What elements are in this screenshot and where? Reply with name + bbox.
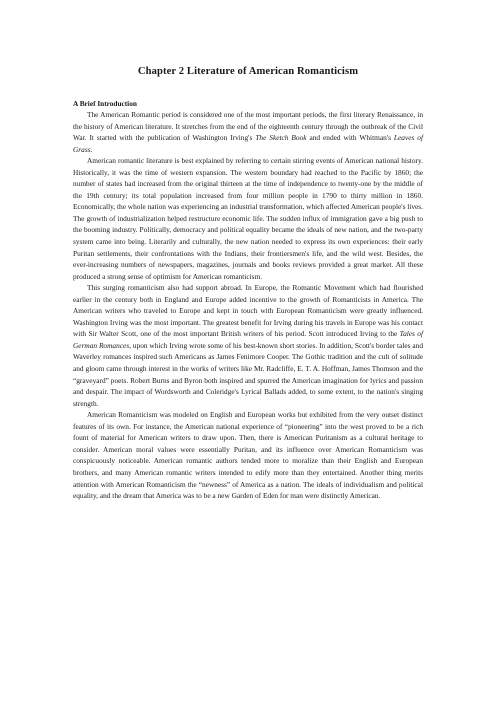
paragraph-text: This surging romanticism also had support abroad. In Europe, the Romantic Movement which had flourished earlier in the century both in England and Europe added incentive to the growth of Romanticists in America. The American writers who traveled to Europe and kept in touch with European Romanticism were greatly influenced. Washington Irving was the most important. The greatest benefit for Irving during his travels in Europe was his contact with Sir Walter Scott, one of the most important British writers of his period. Scott introduced Irving to the: [73, 283, 423, 339]
paragraph-text: The American Romantic period is considered one of the most important periods, the first literary Renaissance, in the history of American literature. It stretches from the end of the eighteenth century through the outbreak of the Civil War. It started with the publication of Washington Irving's: [73, 110, 423, 143]
document-content: [73, 99, 423, 502]
italic-title-text: The Sketch Book: [255, 133, 307, 143]
body-paragraph: [73, 409, 423, 501]
body-paragraph: [73, 155, 423, 282]
italic-title-text: Tales of German Romances: [73, 329, 424, 350]
paragraph-text: American romantic literature is best explained by referring to certain stirring events of American national history. Historically, it was the time of western expansion. The western boundary had reached to the Pacific by 1860; the number of states had increased from the original thirteen at the time of independence to twenty-one by the middle of the 19th century; its total population increased from four million people in 1790 to thirty million in 1860. Economically, the whole nation was experiencing an industrial transformation, which affected American people's lives. The growth of industrialization helped restructure economic life. The sudden influx of immigration gave a big push to the booming industry. Politically, democracy and political equality became the ideals of new nation, and the two-party system came into being. Literarily and culturally, the new nation needed to express its own experiences: their early Puritan settlements, their confrontations with the Indians, their frontiersmen's life, and the wild west. Besides, the ever-increasing numbers of newspapers, magazines, journals and books reviews provided a great market. All these produced a strong sense of optimism for American romanticism.: [73, 156, 423, 281]
italic-title-text: Leaves of Grass: [73, 133, 423, 154]
body-paragraph: [73, 109, 423, 155]
paragraph-text: .: [90, 144, 93, 154]
paragraph-text: American Romanticism was modeled on English and European works but exhibited from the very outset distinct features of its own. For instance, the American national experience of “pioneering” into the west proved to be a rich fount of material for American writers to draw upon. Then, there is American Puritanism as a cultural heritage to consider. American moral values were essentially Puritan, and its influence over American Romanticism was conspicuously noticeable. American romantic authors tended more to moralize than their English and European brothers, and many American romantic writers intended to edify more than they entertained. Another thing merits attention with American Romanticism the “newness” of America as a nation. The ideals of individualism and political equality, and the dream that America was to be a new Garden of Eden for man were distinctly American.: [73, 410, 423, 501]
body-paragraph: [73, 282, 423, 409]
paragraph-list: [73, 109, 423, 502]
chapter-title: Chapter 2 Literature of American Romanticism: [137, 66, 359, 77]
paragraph-text: , upon which Irving wrote some of his best-known short stories. In addition, Scott's border tales and Waverley romances inspired such Americans as James Fenimore Cooper. The Gothic tradition and the cult of solitude and gloom came through interest in the works of writers like Mr. Radcliffe, E. T. A. Hoffman, James Thomson and the “graveyard” poets. Robert Burns and Byron both inspired and spurred the American imagination for lyrics and passion and despair. The impact of Wordsworth and Coleridge's Lyrical Ballads added, to some extent, to the nation's singing strength.: [73, 340, 423, 408]
section-heading: A Brief Introduction: [73, 99, 137, 108]
paragraph-text: and ended with Whitman's: [306, 133, 394, 143]
